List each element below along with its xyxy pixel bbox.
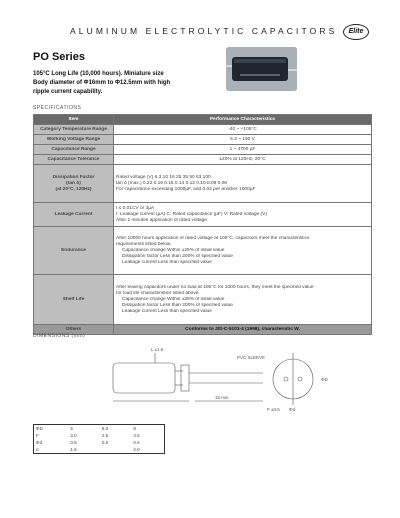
row-label-voltage-range: Working Voltage Range [34,135,114,145]
lead-diameter-label: Φd [289,407,296,412]
row-label-dissipation-factor: Dissipation Factor (tan δ) (at 20°C, 120Hz) [34,165,114,203]
length-label: L ±1.5 [151,347,164,352]
row-value-endurance: After 10000 hours application of rated voltage at 105°C, capacitors meet the characteristics requirements listed below. Capacitance change Within ±25% of initial value Dissipation factor Less than 200% of specified value Leakage current Less than specified value [114,227,372,275]
column-header-item: Item [34,115,114,125]
row-label-capacitance-tolerance: Capacitance Tolerance [34,155,114,165]
series-description [33,70,223,97]
specifications-heading: SPECIFICATIONS [33,105,82,111]
row-value-voltage-range: 6.3 ~ 100 V [114,135,372,145]
lead-spacing-label: F ±0.5 [267,407,280,412]
table-row: Φd 0.5 0.5 0.6 [36,440,140,445]
page-title: ALUMINUM ELECTROLYTIC CAPACITORS [70,26,338,36]
table-row: α 1.5 2.0 [36,447,140,452]
brand-logo: Elite [343,24,369,40]
series-title: PO Series [33,51,85,63]
specifications-table [33,114,372,335]
table-row: F 2.0 2.5 3.5 [36,433,140,438]
capacitor-photo [226,47,297,91]
column-header-performance: Performance Characteristics [114,115,372,125]
dimension-table [33,424,165,454]
table-row: ΦD 5 6.3 8 [36,426,136,431]
description-line: 105°C Long Life (10,000 hours). Miniature size [33,71,164,77]
row-label-shelf-life: Shelf Life [34,275,114,325]
sleeve-label: PVC SLEEVE [237,355,266,360]
description-line: Body diameter of Φ16mm to Φ12.5mm with high [33,80,171,86]
row-value-others: Conforms to JIS-C-5101-4 (1998), characteristic W. [114,325,372,335]
row-label-leakage-current: Leakage Current [34,203,114,227]
lead-length-label: 15 min [215,395,229,400]
row-value-capacitance-tolerance: ±20% at 120Hz, 20°C [114,155,372,165]
diameter-label: ΦD [321,377,328,382]
row-value-shelf-life: After leaving capacitors under no load at 105°C for 1000 hours, they meet the specified value for load life characteristics listed above. Capacitance change Within ±25% of initial value Dissipation factor Less than 200% of specified value Leakage current Less than specified value [114,275,372,325]
row-value-leakage-current: I ≤ 0.01CV or 3µA I: Leakage current (µA) C: Rated capacitance (µF) V: Rated voltage (V) After 2 minutes application of rated voltage [114,203,372,227]
description-line: ripple current capability. [33,89,103,95]
row-label-capacitance-range: Capacitance Range [34,145,114,155]
row-value-capacitance-range: 1 ~ 4700 µF [114,145,372,155]
dimension-drawing [95,345,335,415]
row-label-endurance: Endurance [34,227,114,275]
row-value-dissipation-factor: Rated voltage (V) 6.3 10 16 25 35 50 63 100 tan δ (max.) 0.22 0.19 0.16 0.14 0.12 0.10 0.09 0.08 For capacitance exceeding 1000µF, add 0.02 per another 1000µF [114,165,372,203]
row-label-category-temp: Category Temperature Range [34,125,114,135]
dimensions-heading: DIMENSIONS (mm) [33,333,86,339]
row-label-others: Others [34,325,114,335]
row-value-category-temp: -40 ~ +105°C [114,125,372,135]
